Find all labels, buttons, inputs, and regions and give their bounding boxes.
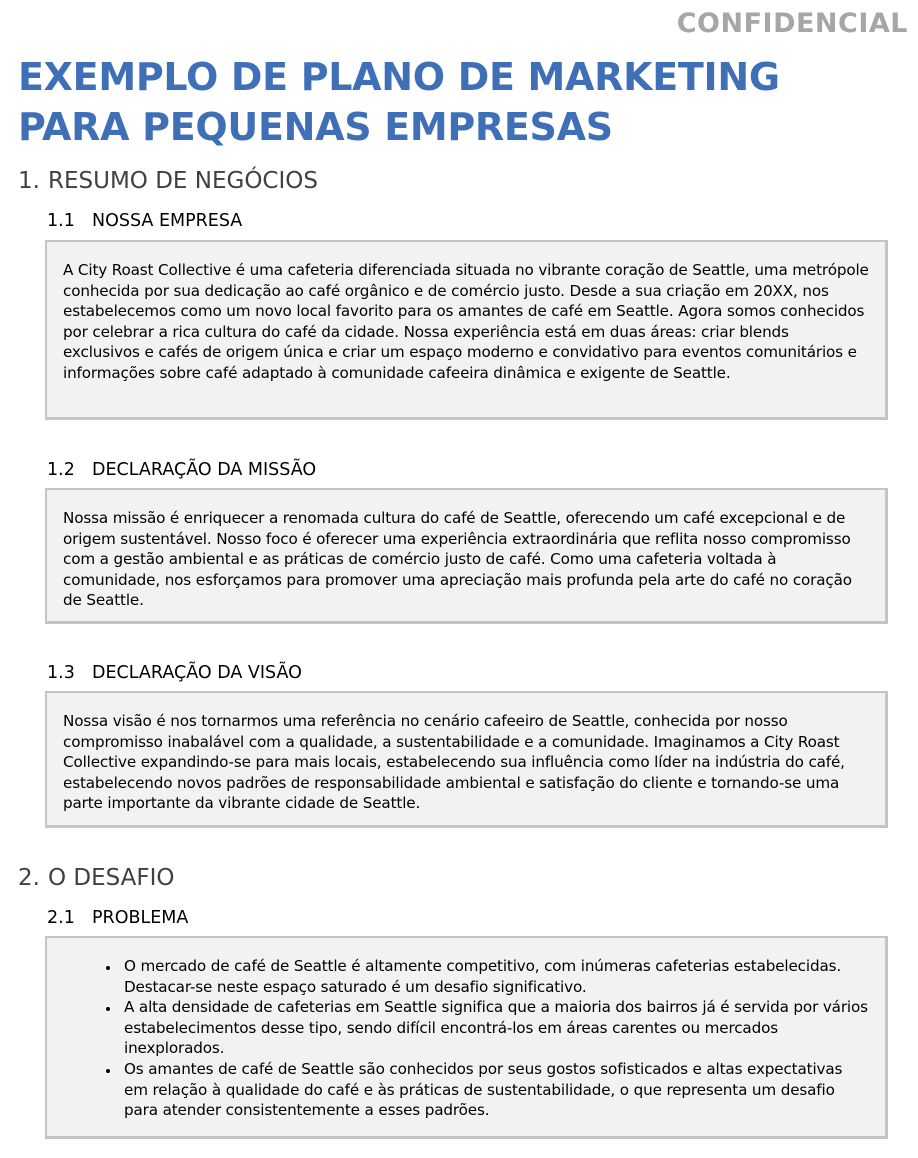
mission-text: Nossa missão é enriquecer a renomada cultura do café de Seattle, oferecendo um café excepcional e de origem sustentável. Nosso foco é oferecer uma experiência extraordinária que reflita nosso compromisso com a gestão ambiental e as práticas de comércio justo de café. Como uma cafeteria voltada à comunidade, nos esforçamos para promover uma apreciação mais profunda pela arte do café no coração de Seattle. (63, 509, 852, 610)
confidential-label: CONFIDENCIAL (676, 8, 908, 39)
section-title: RESUMO DE NEGÓCIOS (48, 168, 318, 194)
our-company-box (45, 240, 888, 420)
section-heading-challenge (18, 865, 175, 891)
subsection-number: 1.3 (47, 663, 75, 683)
subsection-title: DECLARAÇÃO DA MISSÃO (92, 460, 317, 480)
subsection-heading-vision (47, 663, 302, 683)
section-number: 1. (18, 168, 40, 194)
problem-box (45, 936, 888, 1139)
document-title: EXEMPLO DE PLANO DE MARKETING PARA PEQUENAS EMPRESAS (18, 55, 780, 149)
our-company-text: A City Roast Collective é uma cafeteria diferenciada situada no vibrante coração de Seattle, uma metrópole conhecida por sua dedicação ao café orgânico e de comércio justo. Desde a sua criação em 20XX, nos estabelecemos como um novo local favorito para os amantes de café em Seattle. Agora somos conhecidos por celebrar a rica cultura do café da cidade. Nossa experiência está em duas áreas: criar blends exclusivos e cafés de origem única e criar um espaço moderno e convidativo para eventos comunitários e informações sobre café adaptado à comunidade cafeeira dinâmica e exigente de Seattle. (63, 261, 869, 382)
list-item: • A alta densidade de cafeterias em Seattle significa que a maioria dos bairros já é servida por vários estabelecimentos desse tipo, sendo difícil encontrá-los em áreas carentes ou mercados inexplorados. (120, 997, 869, 1059)
vision-text: Nossa visão é nos tornarmos uma referência no cenário cafeeiro de Seattle, conhecida por nosso compromisso inabalável com a qualidade, a sustentabilidade e a comunidade. Imaginamos a City Roast Collective expandindo-se para mais locais, estabelecendo sua influência como líder na indústria do café, estabelecendo novos padrões de responsabilidade ambiental e satisfação do cliente e tornando-se uma parte importante da vibrante cidade de Seattle. (63, 712, 845, 813)
list-item: • O mercado de café de Seattle é altamente competitivo, com inúmeras cafeterias estabelecidas. Destacar-se neste espaço saturado é um desafio significativo. (120, 956, 869, 997)
subsection-heading-mission (47, 460, 316, 480)
section-title: O DESAFIO (48, 865, 175, 891)
subsection-title: NOSSA EMPRESA (92, 211, 243, 231)
subsection-heading-our-company (47, 211, 242, 231)
list-item: • Os amantes de café de Seattle são conhecidos por seus gostos sofisticados e altas expectativas em relação à qualidade do café e às práticas de sustentabilidade, o que representa um desafio para atender consistentemente a esses padrões. (120, 1059, 869, 1121)
subsection-heading-problem (47, 908, 188, 928)
problem-list (63, 956, 869, 1121)
subsection-title: DECLARAÇÃO DA VISÃO (92, 663, 302, 683)
subsection-number: 1.2 (47, 460, 75, 480)
subsection-number: 2.1 (47, 908, 75, 928)
mission-box (45, 488, 888, 624)
vision-box (45, 691, 888, 828)
subsection-number: 1.1 (47, 211, 75, 231)
section-number: 2. (18, 865, 40, 891)
section-heading-business-summary (18, 168, 318, 194)
subsection-title: PROBLEMA (92, 908, 189, 928)
